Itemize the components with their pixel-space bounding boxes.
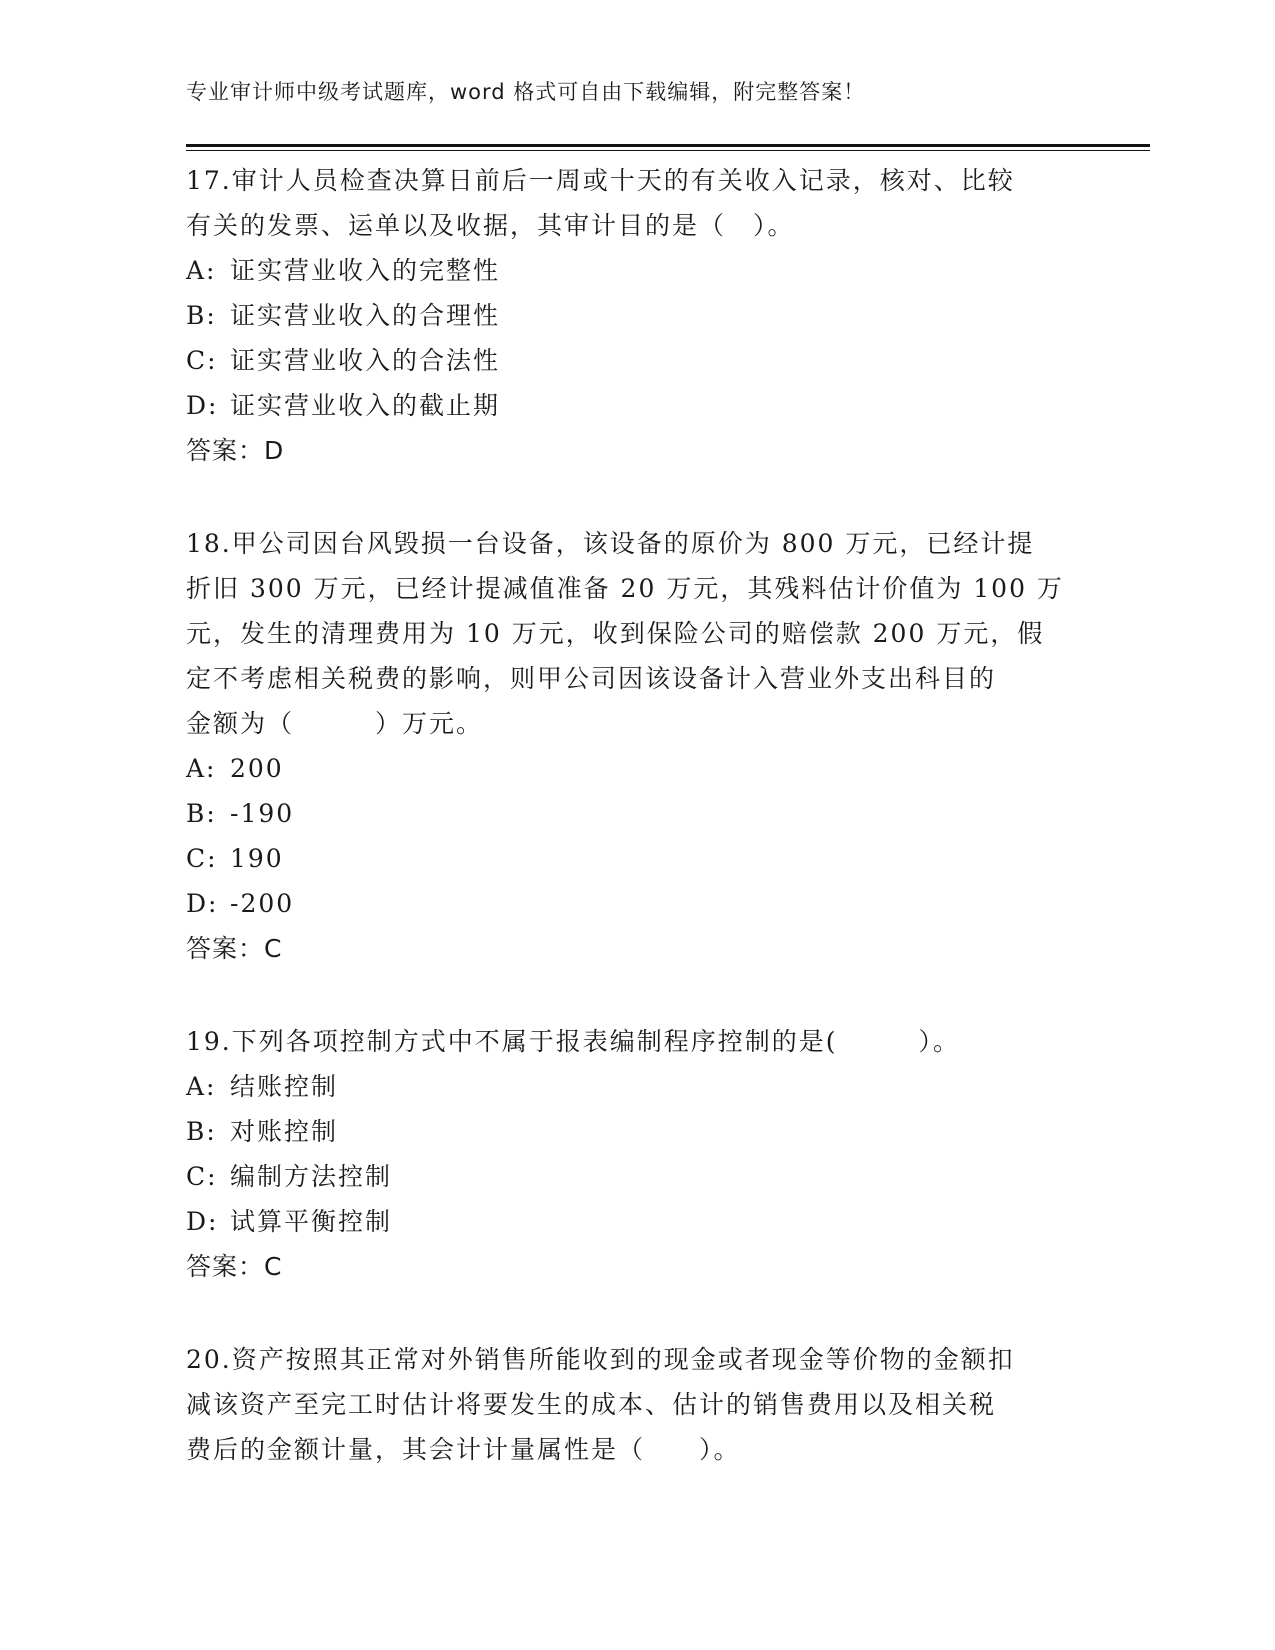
option-text: -200 xyxy=(230,889,295,918)
option-letter: B: xyxy=(186,301,217,330)
option-text: 190 xyxy=(230,844,284,873)
question-stem-line: 17.审计人员检查决算日前后一周或十天的有关收入记录，核对、比较 xyxy=(186,166,1015,195)
answer-key: 答案：C xyxy=(186,934,283,963)
option-letter: D: xyxy=(186,1207,219,1236)
option-text: 对账控制 xyxy=(230,1117,339,1146)
question-stem-line: 有关的发票、运单以及收据，其审计目的是（ ）。 xyxy=(186,211,795,240)
answer-key: 答案：D xyxy=(186,436,285,465)
answer-option xyxy=(186,1154,1086,1199)
option-text: -190 xyxy=(230,799,295,828)
option-text: 200 xyxy=(230,754,284,783)
page-header: 专业审计师中级考试题库，word 格式可自由下载编辑，附完整答案！ xyxy=(186,80,866,104)
header-rule-thick xyxy=(186,144,1150,147)
option-letter: D: xyxy=(186,391,219,420)
answer-option xyxy=(186,1064,1086,1109)
header-rule-thin xyxy=(186,150,1150,151)
question-stem-line: 19.下列各项控制方式中不属于报表编制程序控制的是( ）。 xyxy=(186,1027,961,1056)
answer-key: 答案：C xyxy=(186,1252,283,1281)
question-stem-line: 18.甲公司因台风毁损一台设备，该设备的原价为 800 万元，已经计提 xyxy=(186,529,1035,558)
answer-option xyxy=(186,383,1086,428)
option-text: 证实营业收入的截止期 xyxy=(230,391,501,420)
answer-option xyxy=(186,746,1086,791)
option-text: 编制方法控制 xyxy=(230,1162,393,1191)
option-letter: B: xyxy=(186,1117,217,1146)
question-block xyxy=(186,158,1086,473)
question-stem-line: 折旧 300 万元，已经计提减值准备 20 万元，其残料估计价值为 100 万 xyxy=(186,574,1064,603)
option-letter: C: xyxy=(186,844,218,873)
question-block xyxy=(186,1337,1086,1472)
option-text: 证实营业收入的完整性 xyxy=(230,256,501,285)
option-letter: A: xyxy=(186,256,217,285)
question-stem-line: 20.资产按照其正常对外销售所能收到的现金或者现金等价物的金额扣 xyxy=(186,1345,1015,1374)
question-list xyxy=(186,158,1086,1520)
option-text: 证实营业收入的合理性 xyxy=(230,301,501,330)
option-letter: B: xyxy=(186,799,217,828)
option-text: 证实营业收入的合法性 xyxy=(230,346,501,375)
answer-option xyxy=(186,881,1086,926)
answer-option xyxy=(186,1199,1086,1244)
option-letter: A: xyxy=(186,754,217,783)
answer-option xyxy=(186,338,1086,383)
question-stem-line: 费后的金额计量，其会计计量属性是（ ）。 xyxy=(186,1435,741,1464)
answer-option xyxy=(186,293,1086,338)
option-letter: C: xyxy=(186,346,218,375)
question-stem-line: 定不考虑相关税费的影响，则甲公司因该设备计入营业外支出科目的 xyxy=(186,664,997,693)
question-block xyxy=(186,521,1086,971)
option-text: 试算平衡控制 xyxy=(230,1207,393,1236)
answer-option xyxy=(186,836,1086,881)
answer-option xyxy=(186,791,1086,836)
option-text: 结账控制 xyxy=(230,1072,339,1101)
question-stem-line: 减该资产至完工时估计将要发生的成本、估计的销售费用以及相关税 xyxy=(186,1390,997,1419)
question-stem-line: 金额为（ ）万元。 xyxy=(186,709,484,738)
answer-option xyxy=(186,248,1086,293)
answer-option xyxy=(186,1109,1086,1154)
option-letter: D: xyxy=(186,889,219,918)
question-block xyxy=(186,1019,1086,1289)
option-letter: A: xyxy=(186,1072,217,1101)
option-letter: C: xyxy=(186,1162,218,1191)
question-stem-line: 元，发生的清理费用为 10 万元，收到保险公司的赔偿款 200 万元，假 xyxy=(186,619,1045,648)
